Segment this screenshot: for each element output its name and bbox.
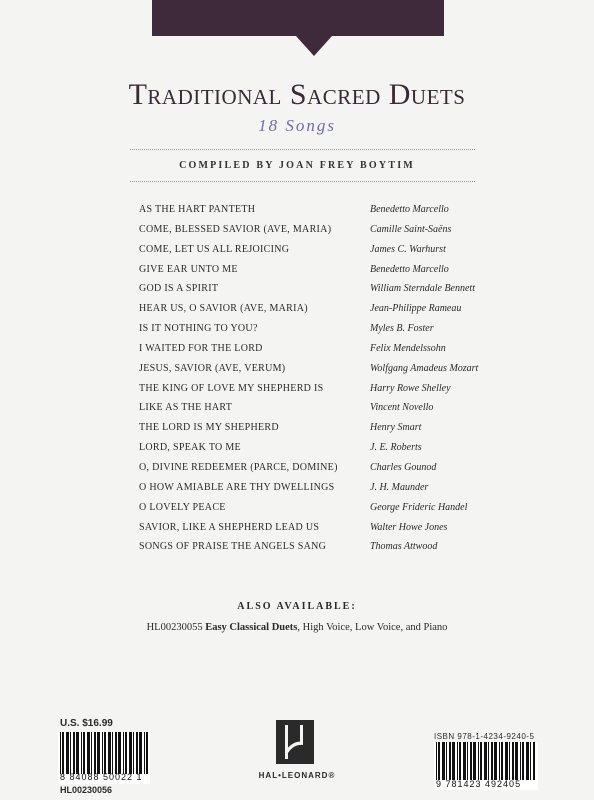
isbn-barcode-bars — [434, 742, 538, 780]
barcode-bar — [108, 732, 111, 774]
barcode-bar — [505, 742, 508, 780]
song-row — [139, 482, 499, 502]
song-title: SONGS OF PRAISE THE ANGELS SANG — [139, 541, 327, 553]
barcode-bar — [484, 742, 487, 780]
book-title: Traditional Sacred Duets — [128, 78, 466, 111]
top-banner — [152, 0, 444, 36]
hal-leonard-logo — [276, 720, 314, 764]
song-composer: George Frideric Handel — [370, 501, 468, 513]
barcode-bar — [94, 732, 96, 774]
barcode-bar — [83, 732, 85, 774]
song-title: SAVIOR, LIKE A SHEPHERD LEAD US — [139, 521, 320, 533]
barcode-bar — [87, 732, 90, 774]
barcode-bar — [459, 742, 461, 780]
barcode-bar — [449, 742, 451, 780]
song-composer: Harry Rowe Shelley — [370, 382, 451, 394]
product-details: , High Voice, Low Voice, and Piano — [297, 622, 448, 633]
song-row — [139, 502, 499, 522]
upc-number: 8 84088 50022 1 — [60, 772, 143, 782]
song-composer: Benedetto Marcello — [370, 263, 449, 275]
barcode-bar — [530, 742, 531, 780]
barcode-bar — [91, 732, 92, 774]
barcode-bar — [136, 732, 138, 774]
barcode-bar — [501, 742, 503, 780]
song-composer: Jean-Philippe Rameau — [370, 303, 462, 315]
barcode-bar — [144, 732, 145, 774]
song-title: THE LORD IS MY SHEPHERD — [139, 422, 279, 434]
publisher-name: HAL•LEONARD® — [258, 771, 336, 780]
barcode-bar — [499, 742, 500, 780]
barcode-bar — [123, 732, 124, 774]
barcode-bar — [520, 742, 521, 780]
song-row — [139, 383, 499, 403]
song-title: O, DIVINE REDEEMER (PARCE, DOMINE) — [139, 461, 338, 473]
song-title: HEAR US, O SAVIOR (AVE, MARIA) — [139, 303, 308, 315]
barcode-bar — [102, 732, 103, 774]
song-row — [139, 363, 499, 383]
song-row — [139, 402, 499, 422]
song-title: LORD, SPEAK TO ME — [139, 442, 241, 454]
barcode-bar — [129, 732, 132, 774]
barcode-bar — [438, 742, 440, 780]
song-composer: Henry Smart — [370, 422, 422, 434]
barcode-bar — [494, 742, 497, 780]
barcode-bar — [473, 742, 476, 780]
barcode-bar — [118, 732, 121, 774]
barcode-bar — [76, 732, 79, 774]
song-composer: Charles Gounod — [370, 461, 437, 473]
barcode-bar — [446, 742, 447, 780]
song-composer: James C. Warhurst — [370, 243, 446, 255]
song-row — [139, 442, 499, 462]
isbn-barcode — [434, 742, 538, 790]
song-row — [139, 323, 499, 343]
barcode-bar — [442, 742, 445, 780]
barcode-bar — [509, 742, 510, 780]
barcode-bar — [457, 742, 458, 780]
song-row — [139, 224, 499, 244]
song-composer: Thomas Attwood — [370, 541, 438, 553]
upc-barcode — [58, 732, 150, 784]
banner-pointer — [296, 36, 332, 56]
barcode-bar — [62, 732, 64, 774]
logo-mark-icon — [276, 720, 314, 764]
barcode-bar — [491, 742, 493, 780]
barcode-bar — [146, 732, 148, 774]
song-title: AS THE HART PANTETH — [139, 204, 256, 215]
price: U.S. $16.99 — [60, 718, 113, 729]
song-title: THE KING OF LOVE MY SHEPHERD IS — [139, 382, 324, 394]
barcode-bar — [81, 732, 82, 774]
song-title: COME, LET US ALL REJOICING — [139, 243, 290, 255]
song-composer: Myles B. Foster — [370, 323, 434, 335]
book-subtitle: 18 Songs — [258, 116, 336, 135]
song-composer: Felix Mendelssohn — [370, 342, 446, 354]
barcode-bar — [60, 732, 61, 774]
song-composer: J. H. Maunder — [370, 481, 429, 493]
barcode-bar — [139, 732, 142, 774]
song-title: O LOVELY PEACE — [139, 501, 226, 513]
barcode-bar — [470, 742, 472, 780]
barcode-bar — [522, 742, 524, 780]
barcode-bar — [97, 732, 100, 774]
hl-product-code: HL00230056 — [60, 785, 113, 795]
compiled-by: COMPILED BY JOAN FREY BOYTIM — [179, 160, 415, 171]
barcode-bar — [104, 732, 106, 774]
isbn-barcode-number: 9 781423 492405 — [436, 779, 522, 789]
barcode-bar — [463, 742, 466, 780]
barcode-bar — [526, 742, 529, 780]
song-row — [139, 204, 499, 224]
barcode-bar — [478, 742, 479, 780]
song-row — [139, 541, 499, 561]
song-row — [139, 522, 499, 542]
barcode-bar — [467, 742, 468, 780]
song-row — [139, 283, 499, 303]
song-title: COME, BLESSED SAVIOR (AVE, MARIA) — [139, 223, 332, 235]
product-code: HL00230055 — [146, 622, 203, 633]
song-row — [139, 264, 499, 284]
barcode-bar — [436, 742, 437, 780]
song-composer: Wolfgang Amadeus Mozart — [370, 362, 479, 374]
barcode-bar — [70, 732, 71, 774]
song-composer: J. E. Roberts — [370, 442, 422, 454]
barcode-bar — [133, 732, 134, 774]
divider-top — [130, 149, 475, 150]
song-title: JESUS, SAVIOR (AVE, VERUM) — [139, 362, 286, 374]
barcode-bar — [515, 742, 518, 780]
barcode-bar — [115, 732, 117, 774]
song-row — [139, 422, 499, 442]
song-title: LIKE AS THE HART — [139, 402, 233, 414]
barcode-bar — [73, 732, 75, 774]
song-title: O HOW AMIABLE ARE THY DWELLINGS — [139, 481, 335, 493]
barcode-bar — [533, 742, 535, 780]
barcode-bar — [512, 742, 514, 780]
barcode-bar — [112, 732, 113, 774]
barcode-bar — [480, 742, 482, 780]
song-row — [139, 343, 499, 363]
divider-bottom — [130, 181, 475, 182]
song-title: IS IT NOTHING TO YOU? — [139, 323, 258, 335]
product-name: Easy Classical Duets — [205, 622, 298, 633]
song-row — [139, 462, 499, 482]
song-title: I WAITED FOR THE LORD — [139, 342, 263, 354]
barcode-bar — [125, 732, 127, 774]
song-title: GOD IS A SPIRIT — [139, 283, 219, 295]
barcode-bar — [66, 732, 69, 774]
song-list — [139, 204, 499, 561]
barcode-bar — [452, 742, 455, 780]
also-available-item — [0, 622, 594, 633]
song-row — [139, 244, 499, 264]
song-composer: Walter Howe Jones — [370, 521, 448, 533]
upc-barcode-bars — [58, 732, 150, 774]
song-composer: Camille Saint-Saëns — [370, 223, 452, 235]
barcode-bar — [488, 742, 489, 780]
song-composer: Benedetto Marcello — [370, 204, 449, 215]
isbn-text: ISBN 978-1-4234-9240-5 — [434, 732, 535, 741]
song-row — [139, 303, 499, 323]
song-composer: William Sterndale Bennett — [370, 283, 475, 295]
song-composer: Vincent Novello — [370, 402, 434, 414]
also-available-heading: ALSO AVAILABLE: — [237, 601, 357, 612]
song-title: GIVE EAR UNTO ME — [139, 263, 238, 275]
